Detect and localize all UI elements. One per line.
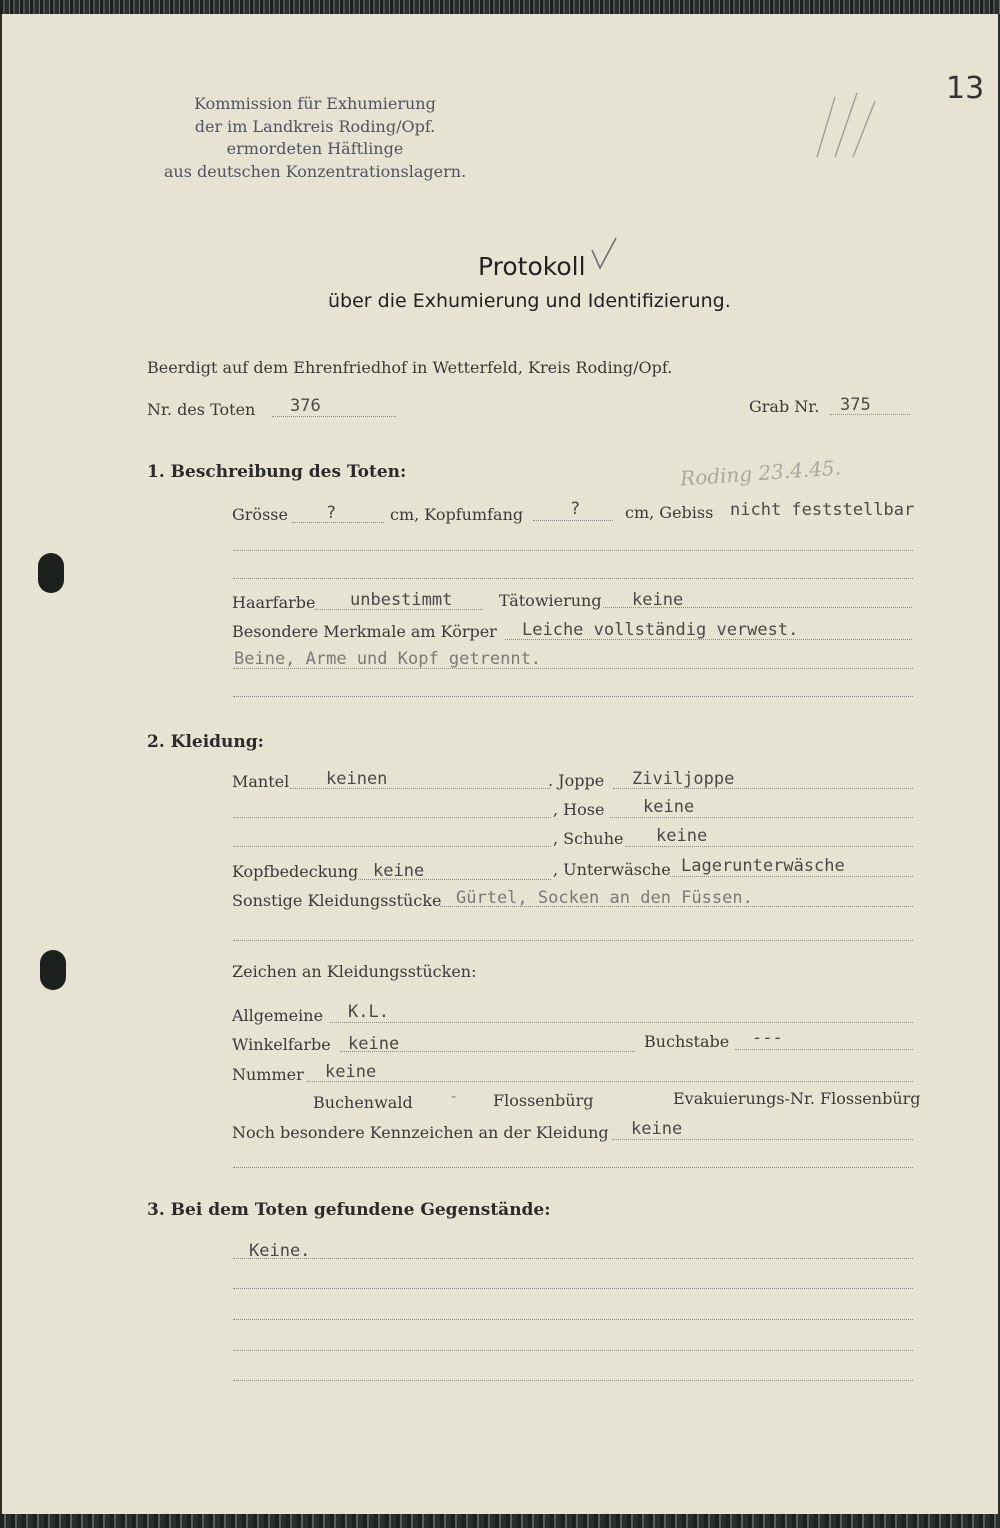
size-value: ?	[326, 503, 337, 523]
dead-number-label: Nr. des Toten	[147, 400, 256, 419]
angle-color-value: keine	[348, 1034, 400, 1054]
angle-color-label: Winkelfarbe	[232, 1035, 331, 1054]
burial-location: Beerdigt auf dem Ehrenfriedhof in Wetterfeld, Kreis Roding/Opf.	[147, 358, 673, 377]
commission-line-1: Kommission für Exhumierung	[194, 94, 436, 113]
page-subtitle: über die Exhumierung und Identifizierung.	[328, 290, 731, 312]
headwear-value: keine	[373, 861, 425, 881]
general-value: K.L.	[348, 1002, 389, 1022]
number-value: keine	[325, 1062, 377, 1082]
evacuation-number-label: Evakuierungs-Nr. Flossenbürg	[673, 1089, 921, 1108]
hair-color-label: Haarfarbe	[232, 593, 316, 612]
dotted-line	[533, 520, 613, 521]
commission-line-4: aus deutschen Konzentrationslagern.	[163, 161, 467, 181]
scan-edge-top	[0, 0, 1000, 14]
headwear-label: Kopfbedeckung	[232, 862, 359, 881]
dotted-line	[233, 550, 913, 551]
flossenburg-label: Flossenbürg	[493, 1091, 594, 1110]
dotted-line	[670, 876, 913, 877]
underwear-value: Lagerunterwäsche	[681, 856, 845, 876]
tattoo-label: Tätowierung	[499, 591, 602, 610]
dotted-line	[330, 1022, 913, 1023]
head-circumference-label: cm, Kopfumfang	[390, 505, 524, 524]
dotted-line	[233, 1258, 913, 1259]
general-label: Allgemeine	[232, 1006, 324, 1025]
head-circumference-value: ?	[570, 499, 581, 519]
handwritten-mark-icon	[805, 85, 885, 165]
commission-header	[150, 93, 480, 183]
buchenwald-label: Buchenwald	[313, 1093, 413, 1112]
jacket-value: Ziviljoppe	[632, 769, 735, 789]
tattoo-value: keine	[632, 590, 684, 610]
punch-hole-upper	[38, 553, 64, 593]
document-page	[2, 14, 998, 1514]
dotted-line	[233, 696, 913, 697]
dotted-line	[610, 817, 913, 818]
underwear-label: , Unterwäsche	[553, 860, 671, 879]
shoes-value: keine	[656, 826, 708, 846]
page-number: 13	[946, 71, 985, 106]
grave-number-label: Grab Nr.	[749, 397, 820, 416]
dotted-line	[233, 846, 551, 847]
section-2-heading: 2. Kleidung:	[147, 732, 264, 752]
coat-label: Mantel	[232, 772, 290, 791]
section-1-heading: 1. Beschreibung des Toten:	[147, 462, 407, 482]
letter-label: Buchstabe	[644, 1032, 730, 1051]
commission-line-2: der im Landkreis Roding/Opf.	[194, 116, 436, 136]
other-clothing-label: Sonstige Kleidungsstücke	[232, 891, 442, 910]
dotted-line	[272, 416, 396, 417]
punch-hole-lower	[40, 950, 66, 990]
dash-mark: -	[451, 1086, 457, 1105]
clothing-signs-heading: Zeichen an Kleidungsstücken:	[232, 962, 477, 981]
letter-value: ---	[752, 1028, 783, 1048]
marks-label: Besondere Merkmale am Körper	[232, 622, 497, 641]
hair-color-value: unbestimmt	[350, 590, 453, 610]
page-title: Protokoll	[478, 252, 586, 281]
dotted-line	[233, 1288, 913, 1289]
number-label: Nummer	[232, 1065, 304, 1084]
trousers-value: keine	[643, 797, 695, 817]
teeth-value: nicht feststellbar	[730, 500, 915, 520]
dotted-line	[233, 1350, 913, 1351]
dotted-line	[233, 817, 551, 818]
marks-value-continued: Beine, Arme und Kopf getrennt.	[234, 649, 542, 669]
section-3-heading: 3. Bei dem Toten gefundene Gegenstände:	[147, 1200, 551, 1220]
commission-line-3: ermordeten Häftlinge	[226, 139, 404, 158]
dotted-line	[307, 1081, 913, 1082]
dotted-line	[292, 522, 384, 523]
dotted-line	[233, 940, 913, 941]
dotted-line	[233, 578, 913, 579]
scan-edge-bottom	[0, 1514, 1000, 1528]
found-items-value: Keine.	[249, 1241, 311, 1261]
other-clothing-value: Gürtel, Socken an den Füssen.	[456, 888, 753, 908]
coat-value: keinen	[326, 769, 388, 789]
shoes-label: , Schuhe	[553, 829, 624, 848]
grave-number: 375	[840, 395, 871, 415]
dotted-line	[625, 846, 913, 847]
dotted-line	[233, 1380, 913, 1381]
special-marks-label: Noch besondere Kennzeichen an der Kleidung	[232, 1123, 609, 1142]
handwritten-note: Roding 23.4.45.	[679, 455, 842, 491]
teeth-label: cm, Gebiss	[625, 503, 714, 522]
dotted-line	[233, 1319, 913, 1320]
dotted-line	[612, 1139, 913, 1140]
marks-value: Leiche vollständig verwest.	[522, 620, 799, 640]
dotted-line	[233, 1167, 913, 1168]
jacket-label: . Joppe	[548, 771, 605, 790]
dotted-line	[735, 1049, 913, 1050]
trousers-label: , Hose	[553, 800, 605, 819]
size-label: Grösse	[232, 505, 288, 524]
dead-number: 376	[290, 396, 321, 416]
checkmark-icon	[588, 236, 622, 274]
special-marks-value: keine	[631, 1119, 683, 1139]
